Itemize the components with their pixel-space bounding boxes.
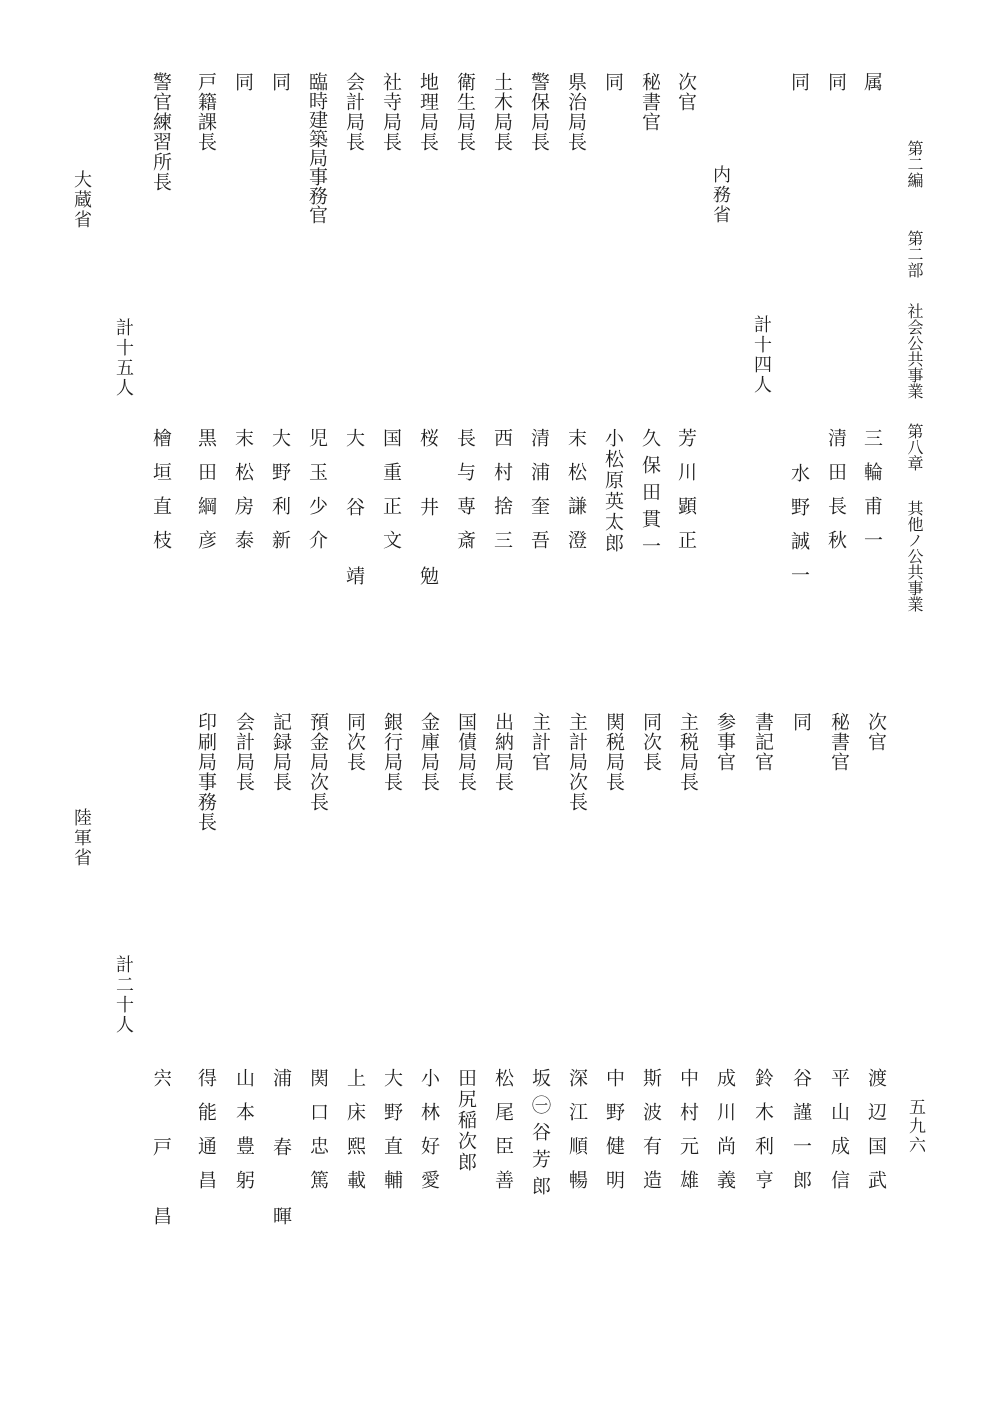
title-cell: 会計局長 — [233, 712, 255, 792]
name-cell: 松尾臣善 — [492, 1068, 514, 1204]
title-cell: 関税局長 — [603, 712, 625, 792]
name-cell: 斯波有造 — [640, 1068, 662, 1204]
name-cell: 黒田綱彦 — [195, 428, 217, 564]
name-cell: 渡辺国武 — [865, 1068, 887, 1204]
title-cell: 国債局長 — [455, 712, 477, 792]
title-cell: 同 — [602, 72, 624, 92]
name-cell: 大野直輔 — [381, 1068, 403, 1204]
name-cell: 中野健明 — [603, 1068, 625, 1204]
name-cell: 檜垣直枝 — [150, 428, 172, 564]
name-cell: 末松房泰 — [232, 428, 254, 564]
title-cell: 主税局長 — [677, 712, 699, 792]
title-cell: 書記官 — [752, 712, 774, 772]
title-cell: 預金局次長 — [307, 712, 329, 812]
total-count: 計十四人 — [751, 315, 772, 395]
title-cell: 次官 — [675, 72, 697, 112]
ministry-heading: 陸軍省 — [71, 808, 92, 868]
header-chapter-title: 其他ノ公共事業 — [905, 500, 924, 612]
title-cell: 同 — [269, 72, 291, 92]
name-cell: 芳川顕正 — [675, 428, 697, 564]
title-cell: 県治局長 — [565, 72, 587, 152]
name-cell: 桜井勉 — [417, 428, 439, 635]
header-part: 第二編 — [905, 140, 924, 188]
title-cell: 秘書官 — [828, 712, 850, 772]
title-cell: 属 — [861, 72, 883, 92]
name-cell: 谷謹一郎 — [790, 1068, 812, 1204]
name-cell: 水野誠一 — [788, 463, 810, 599]
title-cell: 金庫局長 — [418, 712, 440, 792]
header-section: 第二部 — [905, 230, 924, 278]
title-cell: 出納局長 — [492, 712, 514, 792]
name-cell: 西村捨三 — [491, 428, 513, 564]
name-cell: 児玉少介 — [306, 428, 328, 564]
name-cell: 上床熙載 — [344, 1068, 366, 1204]
title-cell: 土木局長 — [491, 72, 513, 152]
title-cell: 銀行局長 — [381, 712, 403, 792]
name-cell: 浦春暉 — [270, 1068, 292, 1275]
title-cell: 次官 — [865, 712, 887, 752]
name-cell: 坂㊀谷芳郎 — [529, 1068, 551, 1203]
header-topic: 社会公共事業 — [905, 303, 924, 399]
title-cell: 臨時建築局事務官 — [306, 72, 328, 224]
total-count: 計二十人 — [113, 955, 134, 1035]
ministry-heading: 大蔵省 — [71, 170, 92, 230]
name-cell: 久保田貫一 — [639, 428, 661, 563]
title-cell: 印刷局事務長 — [195, 712, 217, 832]
title-cell: 会計局長 — [343, 72, 365, 152]
title-cell: 警官練習所長 — [150, 72, 172, 192]
title-cell: 同 — [788, 72, 810, 92]
total-count: 計十五人 — [113, 318, 134, 398]
title-cell: 同次長 — [344, 712, 366, 772]
title-cell: 地理局長 — [417, 72, 439, 152]
title-cell: 警保局長 — [528, 72, 550, 152]
name-cell: 末松謙澄 — [565, 428, 587, 564]
name-cell: 宍戸昌 — [150, 1068, 172, 1275]
title-cell: 参事官 — [714, 712, 736, 772]
title-cell: 秘書官 — [639, 72, 661, 132]
name-cell: 小林好愛 — [418, 1068, 440, 1204]
title-cell: 主計局次長 — [566, 712, 588, 812]
title-cell: 同次長 — [640, 712, 662, 772]
name-cell: 成川尚義 — [714, 1068, 736, 1204]
title-cell: 記録局長 — [270, 712, 292, 792]
name-cell: 山本豊躬 — [233, 1068, 255, 1204]
ministry-heading: 内務省 — [710, 165, 731, 225]
header-chapter: 第八章 — [905, 423, 924, 471]
title-cell: 同 — [790, 712, 812, 732]
name-cell: 田尻稲次郎 — [455, 1068, 477, 1173]
name-cell: 国重正文 — [380, 428, 402, 564]
name-cell: 清田長秋 — [825, 428, 847, 564]
name-cell: 鈴木利亨 — [752, 1068, 774, 1204]
name-cell: 深江順暢 — [566, 1068, 588, 1204]
name-cell: 関口忠篤 — [307, 1068, 329, 1204]
name-cell: 清浦奎吾 — [528, 428, 550, 564]
name-cell: 大谷靖 — [343, 428, 365, 635]
page-number: 五九六 — [905, 1098, 925, 1155]
title-cell: 同 — [232, 72, 254, 92]
name-cell: 平山成信 — [828, 1068, 850, 1204]
title-cell: 同 — [825, 72, 847, 92]
name-cell: 大野利新 — [269, 428, 291, 564]
name-cell: 得能通昌 — [195, 1068, 217, 1204]
title-cell: 主計官 — [529, 712, 551, 772]
title-cell: 社寺局長 — [380, 72, 402, 152]
name-cell: 長与専斎 — [454, 428, 476, 564]
name-cell: 中村元雄 — [677, 1068, 699, 1204]
name-cell: 三輪甫一 — [861, 428, 883, 564]
name-cell: 小松原英太郎 — [602, 428, 624, 554]
title-cell: 戸籍課長 — [195, 72, 217, 152]
title-cell: 衛生局長 — [454, 72, 476, 152]
